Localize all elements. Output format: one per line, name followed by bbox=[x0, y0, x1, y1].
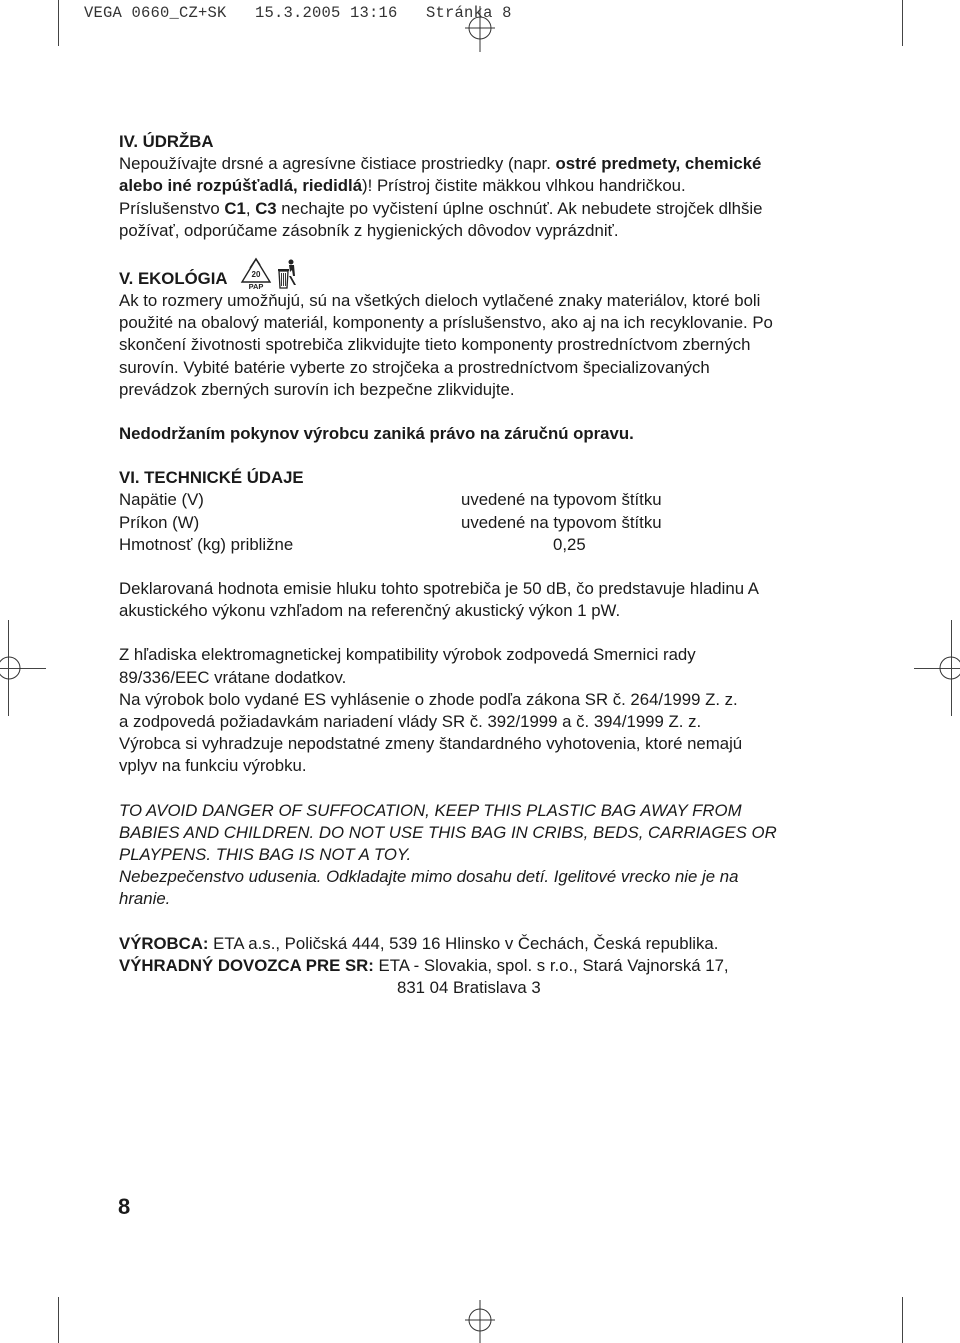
svg-text:20: 20 bbox=[252, 270, 261, 280]
page-number: 8 bbox=[118, 1194, 131, 1219]
ekologia-heading-row bbox=[119, 256, 839, 290]
emc-line-3: Na výrobok bolo vydané ES vyhlásenie o zhode podľa zákona SR č. 264/1999 Z. z. bbox=[119, 689, 738, 709]
heading-technicke: VI. TECHNICKÉ ÚDAJE bbox=[119, 468, 304, 488]
importer-address: 831 04 Bratislava 3 bbox=[397, 978, 541, 998]
spec-row-weight: Hmotnosť (kg) približne 0,25 bbox=[119, 534, 586, 554]
spec-row-power: Príkon (W) uvedené na typovom štítku bbox=[119, 512, 662, 532]
emc-line-6: vplyv na funkciu výrobku. bbox=[119, 756, 307, 776]
importer-line: VÝHRADNÝ DOVOZCA PRE SR: ETA - Slovakia, spol. s r.o., Stará Vajnorská 17, bbox=[119, 955, 729, 975]
ekologia-line-2: použité na obalový materiál, komponenty a príslušenstvo, ako aj na ich recyklovanie. Po bbox=[119, 313, 773, 333]
recycle-icon bbox=[239, 256, 273, 290]
ekologia-line-3: skončení životnosti spotrebiča zlikvidujte tieto komponenty prostredníctvom zberných bbox=[119, 335, 751, 355]
udrzba-line-4: požívať, odporúčame zásobník z hygienických dôvodov vyprázdniť. bbox=[119, 220, 619, 240]
document-body bbox=[119, 131, 839, 999]
udrzba-line-2: alebo iné rozpúšťadlá, riedidlá)! Prístroj čistite mäkkou vlhkou handričkou. bbox=[119, 176, 686, 196]
udrzba-line-3: Príslušenstvo C1, C3 nechajte po vyčistení úplne oschnúť. Ak nebudete strojček dlhšie bbox=[119, 198, 763, 218]
noise-line-2: akustického výkonu vzhľadom na referenčný akustický výkon 1 pW. bbox=[119, 601, 621, 621]
safety-line-1: TO AVOID DANGER OF SUFFOCATION, KEEP THIS PLASTIC BAG AWAY FROM bbox=[119, 800, 742, 820]
safety-line-3: PLAYPENS. THIS BAG IS NOT A TOY. bbox=[119, 845, 412, 865]
safety-line-4: Nebezpečenstvo udusenia. Odkladajte mimo dosahu detí. Igelitové vrecko nie je na bbox=[119, 867, 739, 887]
manufacturer-line: VÝROBCA: ETA a.s., Poličská 444, 539 16 Hlinsko v Čechách, Česká republika. bbox=[119, 933, 719, 953]
trash-bin-icon bbox=[275, 258, 297, 290]
heading-ekologia: V. EKOLÓGIA bbox=[119, 268, 228, 288]
heading-udrzba: IV. ÚDRŽBA bbox=[119, 132, 214, 151]
emc-line-2: 89/336/EEC vrátane dodatkov. bbox=[119, 667, 347, 687]
noise-line-1: Deklarovaná hodnota emisie hluku tohto spotrebiča je 50 dB, čo predstavuje hladinu A bbox=[119, 579, 759, 598]
udrzba-line-1: Nepoužívajte drsné a agresívne čistiace prostriedky (napr. ostré predmety, chemické bbox=[119, 154, 762, 174]
ekologia-line-1: Ak to rozmery umožňujú, sú na všetkých dieloch vytlačené znaky materiálov, ktoré boli bbox=[119, 291, 761, 311]
print-slug: VEGA 0660_CZ+SK 15.3.2005 13:16 Stránka 8 bbox=[84, 4, 512, 22]
spec-row-voltage: Napätie (V) uvedené na typovom štítku bbox=[119, 490, 662, 510]
warranty-warning: Nedodržaním pokynov výrobcu zaniká právo na záručnú opravu. bbox=[119, 424, 634, 444]
emc-line-5: Výrobca si vyhradzuje nepodstatné zmeny štandardného vyhotovenia, ktoré nemajú bbox=[119, 734, 743, 754]
safety-line-5: hranie. bbox=[119, 889, 171, 909]
safety-line-2: BABIES AND CHILDREN. DO NOT USE THIS BAG IN CRIBS, BEDS, CARRIAGES OR bbox=[119, 822, 777, 842]
ekologia-line-5: prevádzok zberných surovín ich bezpečne zlikvidujte. bbox=[119, 379, 515, 399]
emc-line-1: Z hľadiska elektromagnetickej kompatibility výrobok zodpovedá Smernici rady bbox=[119, 645, 696, 665]
svg-text:PAP: PAP bbox=[249, 282, 264, 291]
ekologia-line-4: surovín. Vybité batérie vyberte zo strojčeka a prostredníctvom špecializovaných bbox=[119, 357, 710, 377]
emc-line-4: a zodpovedá požiadavkám nariadení vlády SR č. 392/1999 a č. 394/1999 Z. z. bbox=[119, 712, 702, 732]
